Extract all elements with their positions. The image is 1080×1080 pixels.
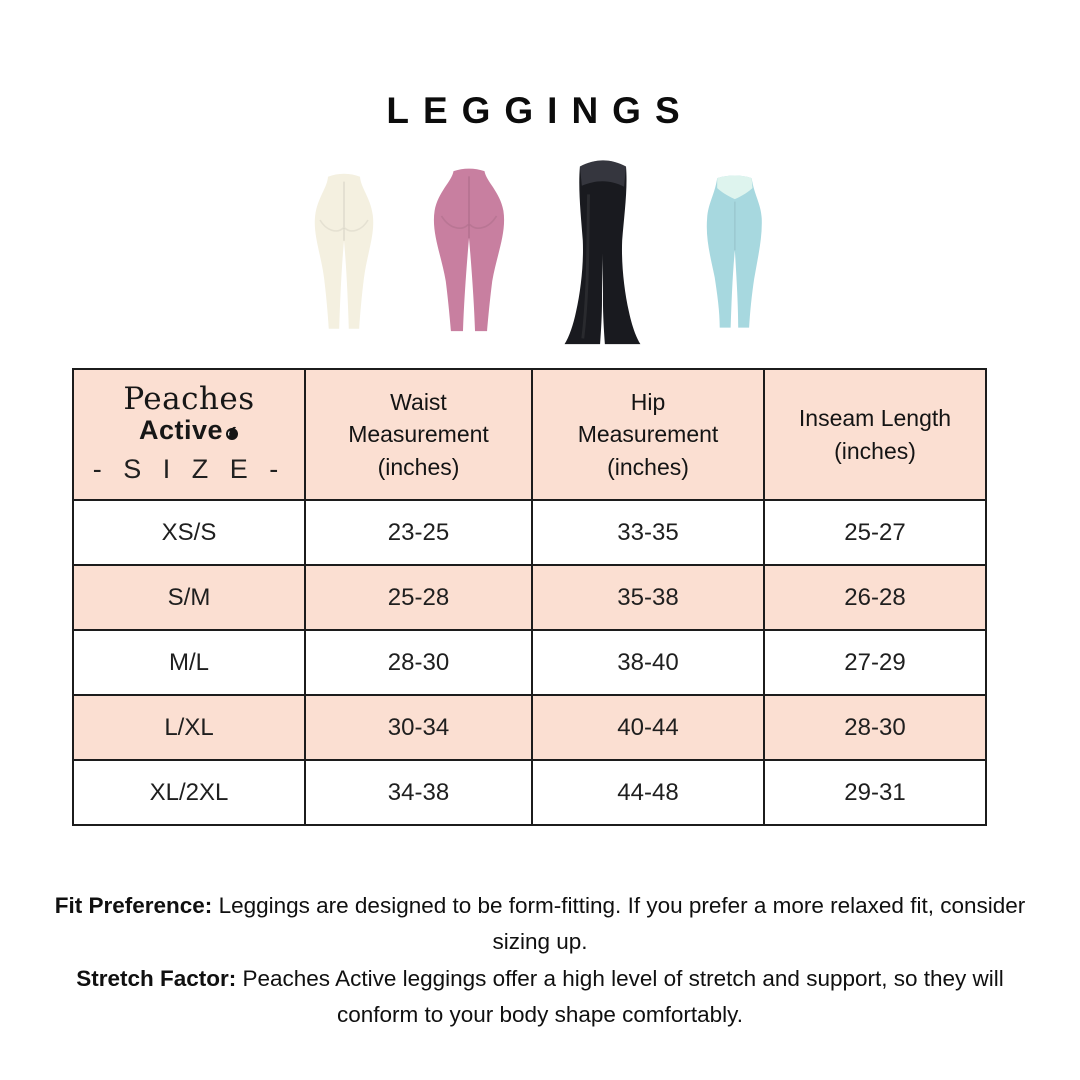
- cream-leggings-image: [304, 152, 384, 352]
- table-row-s-m: [73, 565, 986, 630]
- waist-cell: 30-34: [305, 695, 532, 760]
- peach-icon: [225, 417, 239, 445]
- inseam-cell: 29-31: [764, 760, 986, 825]
- hip-cell: 33-35: [532, 500, 764, 565]
- size-cell: S/M: [73, 565, 305, 630]
- size-chart-table: [72, 368, 987, 826]
- waist-cell: 23-25: [305, 500, 532, 565]
- inseam-cell: 27-29: [764, 630, 986, 695]
- mauve-leggings-image: [426, 152, 512, 352]
- table-row-xl-2xl: [73, 760, 986, 825]
- inseam-cell: 28-30: [764, 695, 986, 760]
- table-row-l-xl: [73, 695, 986, 760]
- size-cell: M/L: [73, 630, 305, 695]
- size-cell: XL/2XL: [73, 760, 305, 825]
- stretch-factor-note: [40, 961, 1040, 1034]
- stretch-factor-text: Peaches Active leggings offer a high level of stretch and support, so they will conform to your body shape comfortably.: [236, 965, 1004, 1028]
- fit-preference-note: [40, 888, 1040, 961]
- brand-size-label: - S I Z E -: [92, 453, 286, 484]
- column-header-waist: Waist Measurement (inches): [305, 369, 532, 500]
- table-row-m-l: [73, 630, 986, 695]
- column-header-inseam: Inseam Length (inches): [764, 369, 986, 500]
- brand-subname: [139, 415, 239, 445]
- hip-cell: 38-40: [532, 630, 764, 695]
- size-cell: XS/S: [73, 500, 305, 565]
- hip-cell: 40-44: [532, 695, 764, 760]
- stretch-factor-label: Stretch Factor:: [76, 965, 237, 991]
- inseam-cell: 26-28: [764, 565, 986, 630]
- fit-preference-text: Leggings are designed to be form-fitting. If you prefer a more relaxed fit, consider sizing up.: [212, 893, 1026, 955]
- product-image-row: [0, 152, 1080, 352]
- hip-cell: 44-48: [532, 760, 764, 825]
- waist-cell: 28-30: [305, 630, 532, 695]
- table-row-xs-s: [73, 500, 986, 565]
- waist-cell: 25-28: [305, 565, 532, 630]
- black-leggings-body: [565, 160, 641, 344]
- brand-subname-text: Active: [138, 415, 224, 446]
- brand-logo-cell: [73, 369, 305, 500]
- fit-preference-label: Fit Preference:: [54, 893, 213, 918]
- brand-name: Peaches: [123, 381, 255, 418]
- blue-leggings-image: [692, 152, 776, 352]
- inseam-cell: 25-27: [764, 500, 986, 565]
- size-cell: L/XL: [73, 695, 305, 760]
- black-flare-leggings-image: [554, 152, 650, 352]
- waist-cell: 34-38: [305, 760, 532, 825]
- hip-cell: 35-38: [532, 565, 764, 630]
- footer-notes: [40, 888, 1040, 1034]
- column-header-hip: Hip Measurement (inches): [532, 369, 764, 500]
- table-header-row: [73, 369, 986, 500]
- page-title: LEGGINGS: [386, 90, 694, 131]
